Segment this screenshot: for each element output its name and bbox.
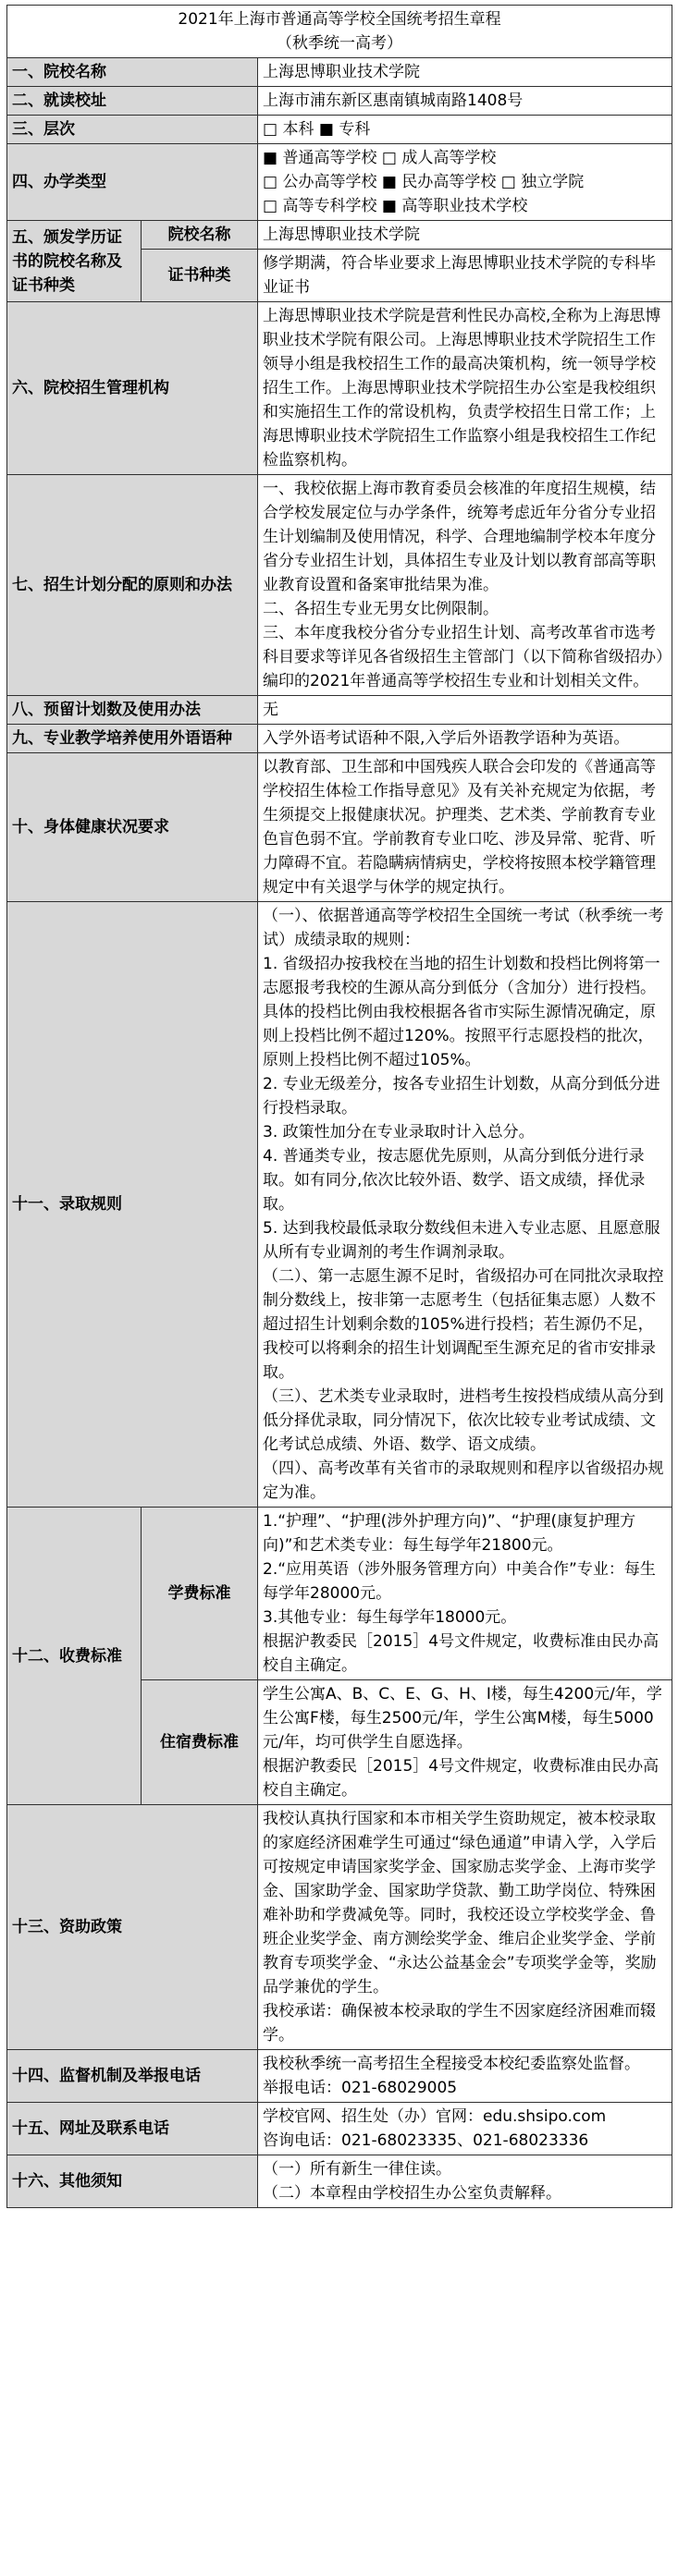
admission-charter-table [6,5,672,2208]
teaching-language-row [7,725,672,753]
plan-principles-label: 七、招生计划分配的原则和办法 [7,475,258,696]
admission-label: 十一、录取规则 [7,902,258,1508]
management-label: 六、院校招生管理机构 [7,302,258,475]
other-line: （一）所有新生一律住读。 [263,2160,451,2179]
reserve-plan-row [7,696,672,725]
contact-value [258,2103,672,2155]
aid-paragraph: 我校承诺：确保被本校录取的学生不因家庭经济困难而辍学。 [263,2002,656,2045]
plan-principles-value [258,475,672,696]
admission-paragraph: （四）、高考改革有关省市的录取规则和程序以省级招办规定为准。 [263,1459,664,1502]
tuition-line: 3.其他专业：每生每学年18000元。 [263,1608,517,1627]
school-name-value: 上海思博职业技术学院 [258,58,672,87]
supervision-line: 我校秋季统一高考招生全程接受本校纪委监察处监督。 [263,2055,640,2073]
other-value [258,2155,672,2208]
title-sub: （秋季统一高考） [277,34,403,53]
school-type-line: □ 高等专科学校 ■ 高等职业技术学校 [263,197,528,215]
admission-paragraph: （二）、第一志愿生源不足时，省级招办可在同批次录取控制分数线上，按非第一志愿考生（包括征集志愿）人数不超过招生计划剩余数的105%进行投档；若生源仍不足，我校可以将剩余的招生计划调配至生源充足的省市安排录取。 [263,1267,664,1382]
certificate-type-label: 证书种类 [142,250,258,302]
level-value: □ 本科 ■ 专科 [258,116,672,144]
school-type-line: ■ 普通高等学校 □ 成人高等学校 [263,149,497,167]
website-line: 学校官网、招生处（办）官网：edu.shsipo.com [263,2107,607,2126]
level-label: 三、层次 [7,116,258,144]
school-type-label: 四、办学类型 [7,144,258,221]
certificate-name-value: 上海思博职业技术学院 [258,221,672,250]
address-value: 上海市浦东新区惠南镇城南路1408号 [258,87,672,116]
other-line: （二）本章程由学校招生办公室负责解释。 [263,2184,561,2203]
aid-value [258,1805,672,2050]
document-title [7,6,672,58]
plan-principles-row [7,475,672,696]
tuition-label: 学费标准 [142,1508,258,1680]
aid-row [7,1805,672,2050]
tuition-line: 根据沪教委民［2015］4号文件规定，收费标准由民办高校自主确定。 [263,1632,660,1675]
school-name-label: 一、院校名称 [7,58,258,87]
housing-value [258,1680,672,1805]
certificate-type-value: 修学期满，符合毕业要求上海思博职业技术学院的专科毕业证书 [258,250,672,302]
admission-row [7,902,672,1508]
title-main: 2021年上海市普通高等学校全国统考招生章程 [178,10,501,29]
health-label: 十、身体健康状况要求 [7,753,258,902]
aid-paragraph: 我校认真执行国家和本市相关学生资助规定，被本校录取的家庭经济困难学生可通过“绿色通道”申请入学，入学后可按规定申请国家奖学金、国家励志奖学金、上海市奖学金、国家助学金、国家助学贷款、勤工助学岗位、特殊困难补助和学费减免等。同时，我校还设立学校奖学金、鲁班企业奖学金、南方测绘奖学金、维启企业奖学金、学前教育专项奖学金、“永达公益基金会”专项奖学金等，奖励品学兼优的学生。 [263,1810,657,1996]
reserve-plan-value: 无 [258,696,672,725]
admission-paragraph: 4. 普通类专业，按志愿优先原则，从高分到低分进行录取。如有同分,依次比较外语、数学、语文成绩，择优录取。 [263,1147,646,1214]
school-type-line: □ 公办高等学校 ■ 民办高等学校 □ 独立学院 [263,173,585,191]
consult-phone-line: 咨询电话：021-68023335、021-68023336 [263,2131,589,2150]
admission-paragraph: （一）、依据普通高等学校招生全国统一考试（秋季统一考试）成绩录取的规则： [263,907,664,949]
contact-label: 十五、网址及联系电话 [7,2103,258,2155]
tuition-value [258,1508,672,1680]
plan-paragraph: 二、各招生专业无男女比例限制。 [263,600,499,618]
reserve-plan-label: 八、预留计划数及使用办法 [7,696,258,725]
school-type-row [7,144,672,221]
school-type-value [258,144,672,221]
admission-paragraph: 1. 省级招办按我校在当地的招生计划数和投档比例将第一志愿报考我校的生源从高分到低分（含加分）进行投档。具体的投档比例由我校根据各省市实际生源情况确定，原则上投档比例不超过120%。按照平行志愿投档的批次，原则上投档比例不超过105%。 [263,955,660,1069]
health-value: 以教育部、卫生部和中国残疾人联合会印发的《普通高等学校招生体检工作指导意见》及有关补充规定为依据，考生须提交上报健康状况。护理类、艺术类、学前教育专业色盲色弱不宜。学前教育专业口吃、涉及异常、驼背、听力障碍不宜。若隐瞒病情病史，学校将按照本校学籍管理规定中有关退学与休学的规定执行。 [258,753,672,902]
contact-row [7,2103,672,2155]
supervision-label: 十四、监督机制及举报电话 [7,2050,258,2103]
school-name-row [7,58,672,87]
admission-paragraph: 2. 专业无级差分，按各专业招生计划数，从高分到低分进行投档录取。 [263,1075,660,1117]
report-phone: 举报电话：021-68029005 [263,2079,458,2097]
plan-paragraph: 三、本年度我校分省分专业招生计划、高考改革省市选考科目要求等详见各省级招生主管部门（以下简称省级招办）编印的2021年普通高等学校招生专业和计划相关文件。 [263,624,664,690]
supervision-value [258,2050,672,2103]
management-row [7,302,672,475]
fees-label: 十二、收费标准 [7,1508,142,1805]
other-label: 十六、其他须知 [7,2155,258,2208]
table-header-row [7,6,672,58]
tuition-line: 1.“护理”、“护理(涉外护理方向)”、“护理(康复护理方向)”和艺术类专业：每生每学年21800元。 [263,1512,636,1555]
certificate-row-name [7,221,672,250]
level-row [7,116,672,144]
teaching-language-value: 入学外语考试语种不限,入学后外语教学语种为英语。 [258,725,672,753]
address-row [7,87,672,116]
health-row [7,753,672,902]
housing-label: 住宿费标准 [142,1680,258,1805]
address-label: 二、就读校址 [7,87,258,116]
tuition-row [7,1508,672,1680]
admission-paragraph: （三）、艺术类专业录取时，进档考生按投档成绩从高分到低分择优录取，同分情况下，依次比较专业考试成绩、文化考试总成绩、外语、数学、语文成绩。 [263,1387,664,1454]
admission-paragraph: 3. 政策性加分在专业录取时计入总分。 [263,1123,535,1141]
other-row [7,2155,672,2208]
certificate-label: 五、颁发学历证书的院校名称及证书种类 [7,221,142,302]
admission-paragraph: 5. 达到我校最低录取分数线但未进入专业志愿、且愿意服从所有专业调剂的考生作调剂录取。 [263,1219,660,1262]
certificate-name-label: 院校名称 [142,221,258,250]
supervision-row [7,2050,672,2103]
admission-value [258,902,672,1508]
housing-line: 根据沪教委民［2015］4号文件规定，收费标准由民办高校自主确定。 [263,1757,660,1800]
teaching-language-label: 九、专业教学培养使用外语语种 [7,725,258,753]
plan-paragraph: 一、我校依据上海市教育委员会核准的年度招生规模，结合学校发展定位与办学条件，统筹考虑近年分省分专业招生计划编制及使用情况，科学、合理地编制学校本年度分省分专业招生计划，具体招生专业及计划以教育部高等职业教育设置和备案审批结果为准。 [263,480,656,594]
tuition-line: 2.“应用英语（涉外服务管理方向）中美合作”专业：每生每学年28000元。 [263,1560,656,1603]
aid-label: 十三、资助政策 [7,1805,258,2050]
management-value: 上海思博职业技术学院是营利性民办高校,全称为上海思博职业技术学院有限公司。上海思博职业技术学院招生工作领导小组是我校招生工作的最高决策机构，统一领导学校招生工作。上海思博职业技术学院招生办公室是我校组织和实施招生工作的常设机构，负责学校招生日常工作；上海思博职业技术学院招生工作监察小组是我校招生工作纪检监察机构。 [258,302,672,475]
housing-line: 学生公寓A、B、C、E、G、H、I楼，每生4200元/年，学生公寓F楼，每生2500元/年，学生公寓M楼，每生5000元/年，均可供学生自愿选择。 [263,1685,662,1752]
